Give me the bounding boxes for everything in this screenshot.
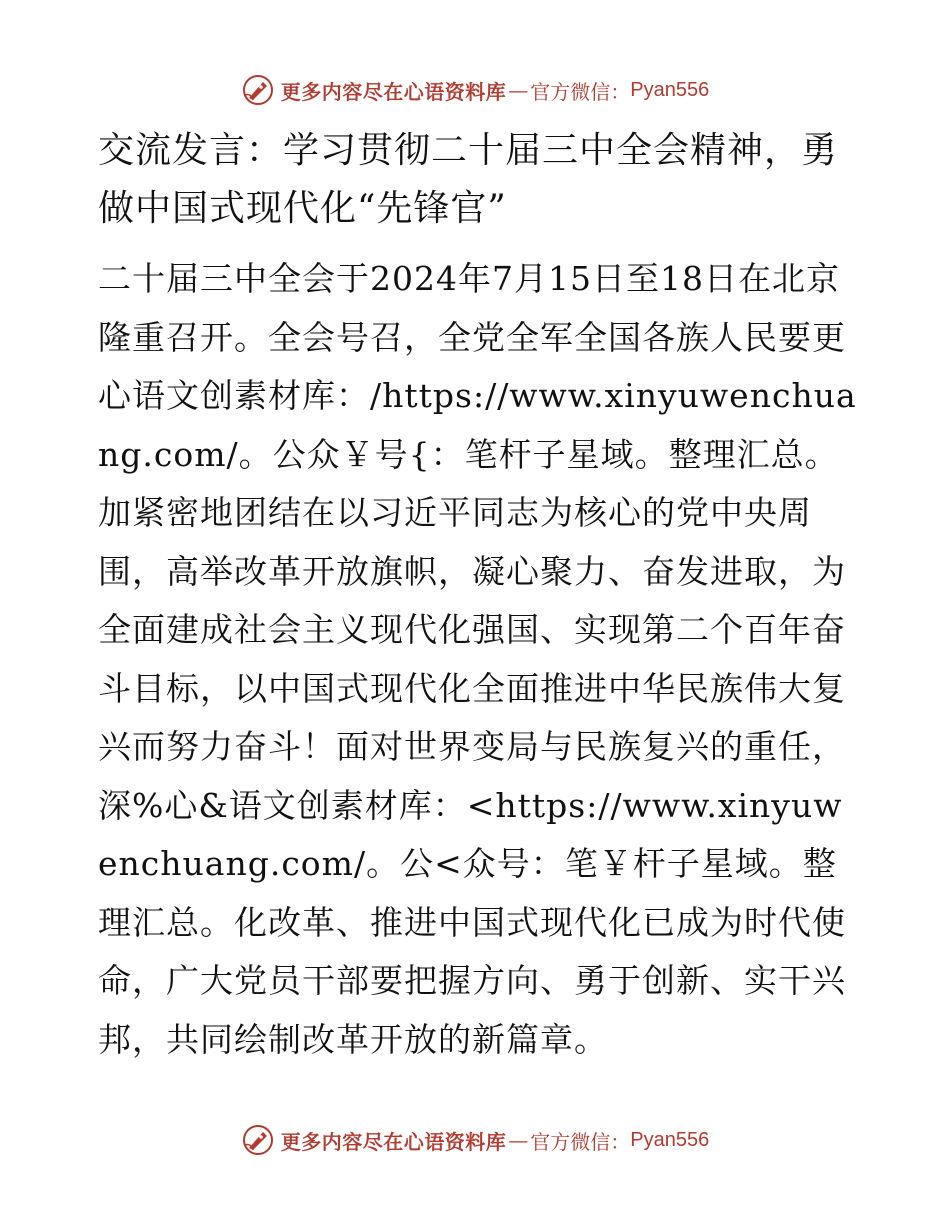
banner-dash: — (508, 78, 529, 102)
header-banner (0, 70, 950, 110)
document-paragraph: 二十届三中全会于2024年7月15日至18日在北京隆重召开。全会号召，全党全军全国各族人民要更心语文创素材库：/https://www.xinyuwenchuang.com/。公众￥号{：笔杆子星域。整理汇总。加紧密地团结在以习近平同志为核心的党中央周围，高举改革开放旗帜，凝心聚力、奋发进取，为全面建成社会主义现代化强国、实现第二个百年奋斗目标，以中国式现代化全面推进中华民族伟大复兴而努力奋斗！面对世界变局与民族复兴的重任，深%心&语文创素材库：<https://www.xinyuwenchuang.com/。公<众号：笔￥杆子星域。整理汇总。化改革、推进中国式现代化已成为时代使命，广大党员干部要把握方向、勇于创新、实干兴邦，共同绘制改革开放的新篇章。 (98, 259, 857, 1059)
document-title: 交流发言：学习贯彻二十届三中全会精神，勇做中国式现代化“先锋官” (98, 130, 839, 229)
pen-nib-logo-icon (241, 73, 275, 107)
banner-wechat-label: 官方微信： (530, 1129, 631, 1154)
banner-wechat-label: 官方微信： (530, 79, 631, 104)
banner-dash: — (508, 1128, 529, 1152)
banner-wechat-id: Pyan556 (630, 1128, 710, 1151)
banner-slogan: 更多内容尽在心语资料库 (280, 79, 507, 104)
banner-slogan: 更多内容尽在心语资料库 (280, 1129, 507, 1154)
footer-banner (0, 1120, 950, 1160)
pen-nib-logo-icon (241, 1123, 275, 1157)
banner-wechat-id: Pyan556 (630, 78, 710, 101)
